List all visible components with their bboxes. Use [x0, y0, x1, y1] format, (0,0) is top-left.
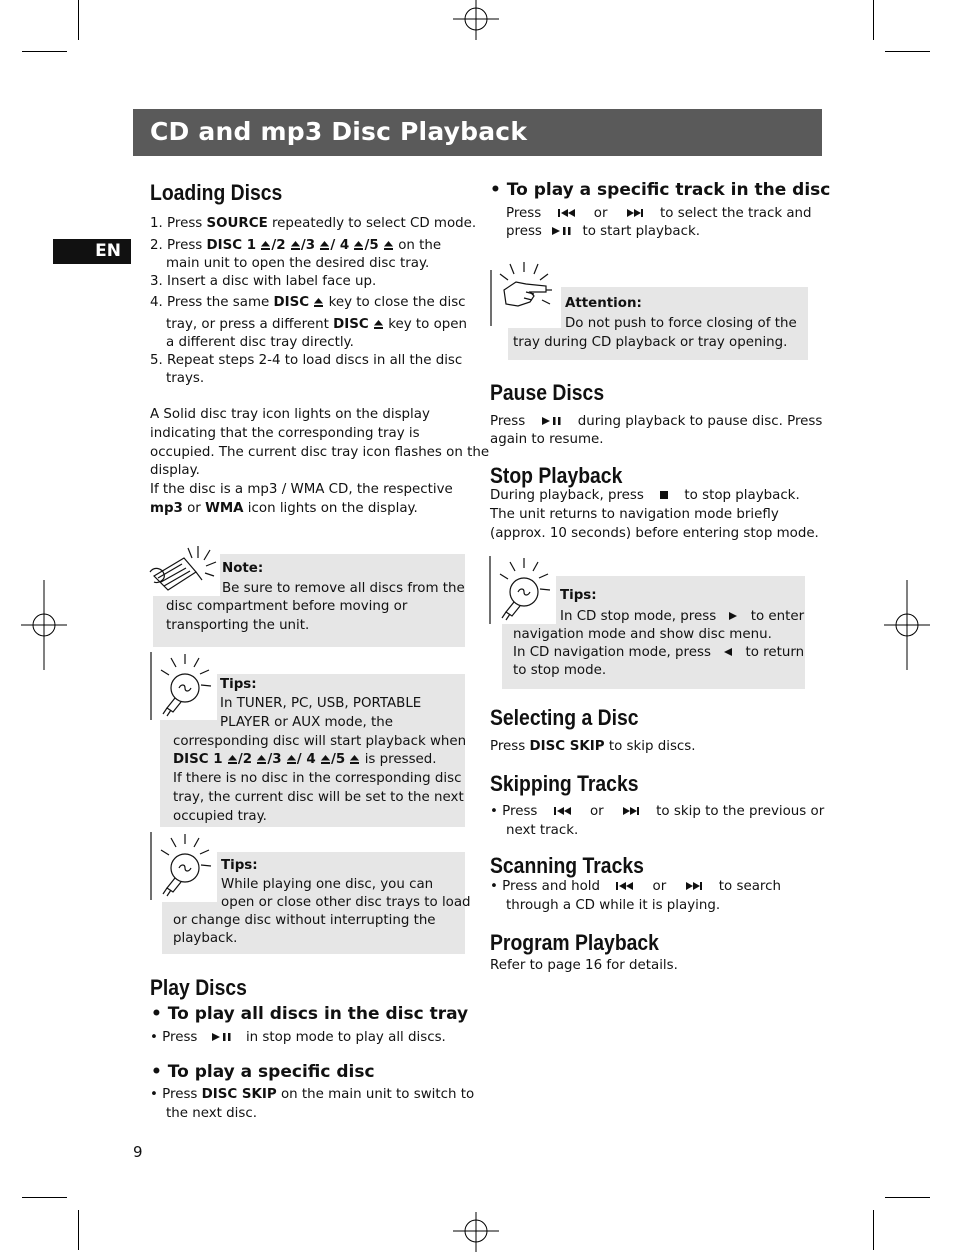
section-title-scan: Scanning Tracks	[490, 853, 644, 878]
paragraph-line: mp3 or WMA icon lights on the display.	[150, 501, 418, 516]
language-tab: EN	[53, 239, 131, 264]
paragraph-line: If the disc is a mp3 / WMA CD, the respective	[150, 482, 453, 497]
play-pause-icon	[208, 1032, 236, 1042]
subheading: • To play all discs in the disc tray	[151, 1004, 469, 1024]
next-track-icon	[614, 806, 646, 816]
eject-icon	[256, 754, 267, 765]
tips-heading: Tips:	[560, 588, 597, 603]
stop-icon	[652, 490, 676, 500]
tips-line: In CD stop mode, press to enter	[560, 609, 805, 624]
instruction-line: During playback, press to stop playback.	[490, 488, 800, 503]
right-arrow-icon	[722, 611, 744, 621]
play-pause-icon	[538, 416, 566, 426]
next-track-icon	[618, 208, 650, 218]
section-title-stop: Stop Playback	[490, 463, 623, 488]
instruction-line: The unit returns to navigation mode briefly	[490, 507, 779, 522]
eject-icon	[286, 754, 297, 765]
instruction-line: • Press or to skip to the previous or	[490, 804, 825, 819]
eject-icon	[383, 240, 394, 251]
note-line: transporting the unit.	[166, 618, 310, 633]
eject-icon	[260, 240, 271, 251]
tips-line: or change disc without interrupting the	[173, 913, 436, 928]
tips-heading: Tips:	[220, 677, 257, 692]
registration-mark-icon	[884, 580, 930, 670]
eject-icon	[320, 754, 331, 765]
tips-line: While playing one disc, you can	[221, 877, 434, 892]
step-1: 1. Press SOURCE repeatedly to select CD mode.	[150, 216, 477, 231]
instruction-line: Refer to page 16 for details.	[490, 958, 678, 973]
crop-mark	[873, 0, 874, 40]
crop-mark	[78, 0, 79, 40]
eject-icon	[349, 754, 360, 765]
subheading: • To play a specific track in the disc	[490, 180, 831, 200]
section-title-select: Selecting a Disc	[490, 705, 639, 730]
paragraph-line: display.	[150, 463, 200, 478]
instruction-line: Press DISC SKIP to skip discs.	[490, 739, 696, 754]
instruction-line: next track.	[506, 823, 579, 838]
section-title-program: Program Playback	[490, 930, 659, 955]
play-pause-icon	[548, 226, 576, 236]
hand-stop-icon	[490, 260, 560, 328]
lightbulb-icon	[149, 832, 217, 902]
instruction-line: • Press and hold or to search	[490, 879, 781, 894]
crop-mark	[78, 1210, 79, 1250]
section-title-pause: Pause Discs	[490, 380, 605, 405]
tips-line: If there is no disc in the corresponding disc	[173, 771, 462, 786]
lightbulb-icon	[488, 556, 556, 626]
note-line: disc compartment before moving or	[166, 599, 408, 614]
lightbulb-icon	[149, 652, 217, 722]
tips-line: DISC 1 /2 /3 / 4 /5 is pressed.	[173, 752, 437, 767]
tips-line: In TUNER, PC, USB, PORTABLE	[220, 696, 422, 711]
paragraph-line: A Solid disc tray icon lights on the display	[150, 407, 430, 422]
title-banner	[133, 109, 822, 156]
eject-icon	[353, 240, 364, 251]
previous-track-icon	[610, 881, 642, 891]
instruction-line: press to start playback.	[506, 224, 701, 239]
registration-mark-icon	[453, 1206, 499, 1252]
crop-mark	[885, 1197, 930, 1198]
tips-line: to stop mode.	[513, 663, 607, 678]
instruction-line: • Press in stop mode to play all discs.	[150, 1030, 446, 1045]
previous-track-icon	[552, 208, 584, 218]
registration-mark-icon	[453, 0, 499, 46]
note-heading: Note:	[222, 561, 264, 576]
tips-line: corresponding disc will start playback when	[173, 734, 467, 749]
step-3: 3. Insert a disc with label face up.	[150, 274, 377, 289]
page-title: CD and mp3 Disc Playback	[150, 117, 528, 146]
step-5-line2: trays.	[166, 371, 205, 386]
instruction-line: the next disc.	[166, 1106, 257, 1121]
tips-line: navigation mode and show disc menu.	[513, 627, 772, 642]
eject-icon	[290, 240, 301, 251]
instruction-line: • Press DISC SKIP on the main unit to switch to	[150, 1087, 475, 1102]
instruction-line: Press during playback to pause disc. Press	[490, 414, 823, 429]
writing-hand-icon	[148, 542, 220, 598]
tips-line: playback.	[173, 931, 238, 946]
crop-mark	[885, 51, 930, 52]
crop-mark	[22, 51, 67, 52]
tips-line: PLAYER or AUX mode, the	[220, 715, 393, 730]
tips-line: occupied tray.	[173, 809, 267, 824]
instruction-line: through a CD while it is playing.	[506, 898, 721, 913]
step-4: 4. Press the same DISC key to close the disc	[150, 295, 466, 310]
crop-mark	[873, 1210, 874, 1250]
section-title-play: Play Discs	[150, 975, 247, 1000]
eject-icon	[313, 297, 324, 308]
subheading: • To play a specific disc	[151, 1062, 375, 1082]
section-title-skip: Skipping Tracks	[490, 771, 639, 796]
previous-track-icon	[548, 806, 580, 816]
registration-mark-icon	[21, 580, 67, 670]
attention-line: tray during CD playback or tray opening.	[513, 335, 788, 350]
eject-icon	[373, 319, 384, 330]
step-2-line2: main unit to open the desired disc tray.	[166, 256, 430, 271]
step-2: 2. Press DISC 1 /2 /3 / 4 /5 on the	[150, 238, 442, 253]
eject-icon	[227, 754, 238, 765]
instruction-line: again to resume.	[490, 432, 604, 447]
step-4-line3: a different disc tray directly.	[166, 335, 354, 350]
eject-icon	[319, 240, 330, 251]
instruction-line: Press or to select the track and	[506, 206, 812, 221]
instruction-line: (approx. 10 seconds) before entering stop mode.	[490, 526, 819, 541]
next-track-icon	[677, 881, 709, 891]
paragraph-line: indicating that the corresponding tray is	[150, 426, 420, 441]
section-title-loading: Loading Discs	[150, 180, 283, 205]
tips-heading: Tips:	[221, 858, 258, 873]
paragraph-line: occupied. The current disc tray icon flashes on the	[150, 445, 490, 460]
attention-line: Do not push to force closing of the	[565, 316, 797, 331]
attention-heading: Attention:	[565, 296, 642, 311]
tips-line: tray, the current disc will be set to the next	[173, 790, 464, 805]
tips-line: In CD navigation mode, press to return	[513, 645, 805, 660]
note-line: Be sure to remove all discs from the	[222, 581, 465, 596]
crop-mark	[22, 1197, 67, 1198]
page-number: 9	[133, 1143, 143, 1161]
left-arrow-icon	[717, 647, 739, 657]
tips-line: open or close other disc trays to load	[221, 895, 471, 910]
step-4-line2: tray, or press a different DISC key to open	[166, 317, 468, 332]
step-5: 5. Repeat steps 2-4 to load discs in all the disc	[150, 353, 463, 368]
